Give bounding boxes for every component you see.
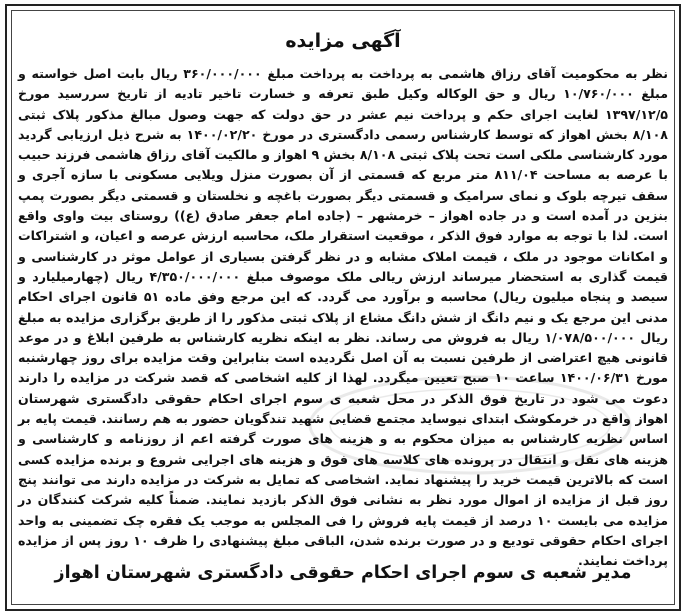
notice-signature: مدیر شعبه ی سوم اجرای احکام حقوقی دادگستری شهرستان اهواز [54, 563, 632, 583]
notice-title: آگهی مزایده [285, 30, 401, 52]
notice-body: نظر به محکومیت آقای رزاق هاشمی به پرداخت به پرداخت مبلغ ۳۶۰/۰۰۰/۰۰۰ ریال بابت اصل خواسته و مبلغ ۱۰/۷۶۰/۰۰۰ ریال و حق الوکاله وکیل طبق تعرفه و خسارت تاخیر تادیه از تاریخ سررسید مورخ ۱۳۹۷/۱۲/۵ لغایت اجرای حکم و پرداخت نیم عشر در حق دولت که جهت وصول مبالغ مذکور پلاک ثبتی ۸/۱۰۸ بخش اهواز که توسط کارشناس رسمی دادگستری در مورخ ۱۴۰۰/۰۲/۲۰ به شرح ذیل ارزیابی گردید مورد کارشناسی ملکی است تحت پلاک ثبتی ۸/۱۰۸ بخش ۹ اهواز و مالکیت آقای رزاق هاشمی فرزند حبیب با عرصه به مساحت ۸۱۱/۰۴ متر مربع که قسمتی از آن بصورت منزل ویلایی مسکونی با سازه آجری و سقف تیرچه بلوک و نمای سرامیک و قسمتی دیگر بصورت باغچه و نخلستان و قسمتی دیگر بصورت پمپ بنزین در آمده است و در جاده اهواز – خرمشهر – (جاده امام جعفر صادق (ع)) روستای بیت واوی واقع است. لذا با توجه به موارد فوق الذکر ، موقعیت استقرار ملک، محاسبه ارزش عرصه و اعیان، و اشتراکات و امکانات موجود در ملک ، قیمت املاک مشابه و در نظر گرفتن بسیاری از عوامل موثر در کارشناسی و قیمت گذاری به استحضار میرساند ارزش ریالی ملک موصوف مبلغ ۴/۳۵۰/۰۰۰/۰۰۰ ریال (چهارمیلیارد و سیصد و پنجاه میلیون ریال) محاسبه و برآورد می گردد. که این مرجع وفق ماده ۵۱ قانون اجرای احکام مدنی این مرجع یک و نیم دانگ از شش دانگ مشاع از پلاک ثبتی مذکور را از طریق برگزاری مزایده به مبلغ ریال ۱/۰۷۸/۵۰۰/۰۰۰ ریال به فروش می رساند. نظر به اینکه نظریه کارشناس به طرفین ابلاغ و در موعد قانونی هیچ اعتراضی از طرفین نسبت به آن اصل نگردیده است بنابراین وقت مزایده برای روز چهارشنبه مورخ ۱۴۰۰/۰۶/۳۱ ساعت ۱۰ صبح تعیین میگردد. لهذا از کلیه اشخاصی که قصد شرکت در مزایده را دارند دعوت می شود در تاریخ فوق الذکر در محل شعبه ی سوم اجرای احکام حقوقی دادگستری شهرستان اهواز واقع در خرمکوشک ابتدای نیوساید مجتمع قضایی شهید تندگویان حضور به هم رسانند. قیمت پایه بر اساس نظریه کارشناس به میزان محکوم به و هزینه های صورت گرفته اعم از روزنامه و کارشناسی و هزینه های نقل و انتقال در پرونده های کلاسه های فوق و هزینه های اجرایی شروع و برنده مزایده کسی است که بالاترین قیمت خرید را پیشنهاد نماید. اشخاصی که تمایل به شرکت در مزایده دارند می توانند پنج روز قبل از مزایده از اموال مورد نظر به نشانی فوق الذکر بازدید نمایند. ضمناً کلیه شرکت کنندگان در مزایده می بایست ۱۰ درصد از قیمت پایه فروش را فی المجلس به موجب یک فقره چک تضمینی به واحد اجرای احکام حقوقی تودیع و در صورت برنده شدن، الباقی مبلغ پیشنهادی را ظرف ۱۰ روز پس از مزایده پرداخت نمایند. [18, 66, 669, 569]
